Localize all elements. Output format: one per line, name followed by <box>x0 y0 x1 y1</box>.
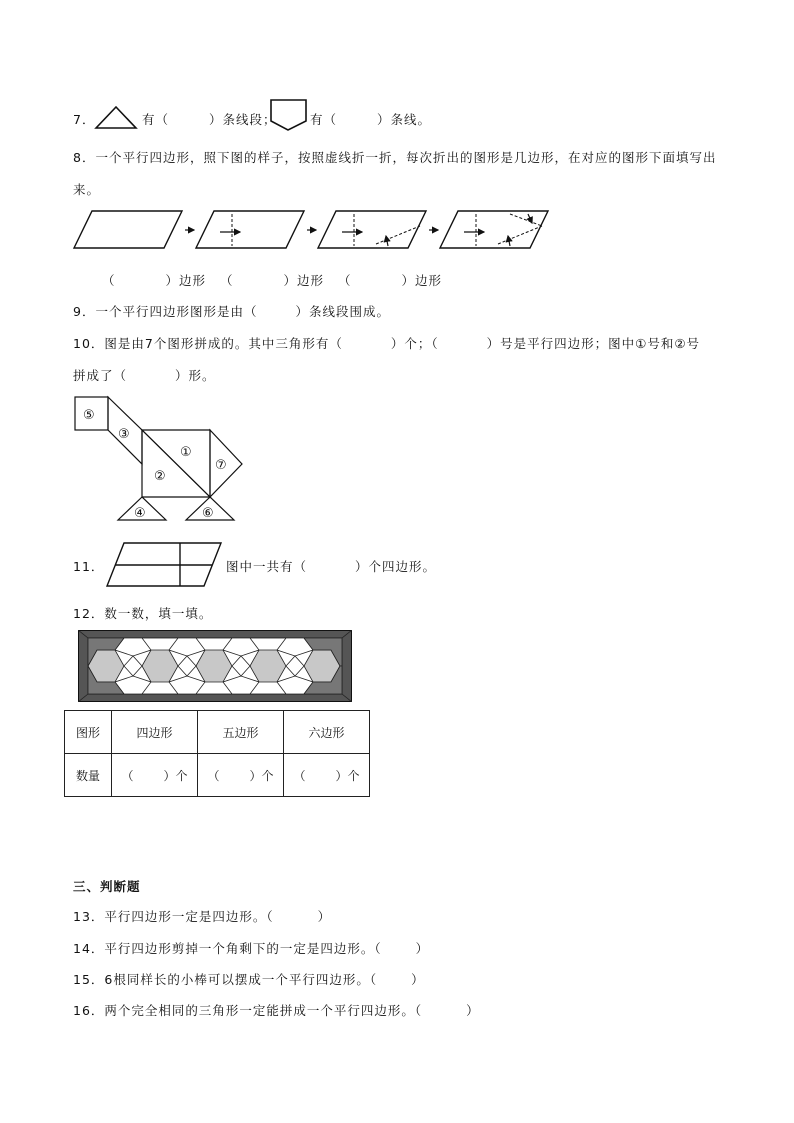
q7-triangle-figure <box>93 104 139 130</box>
label-2: ② <box>154 469 166 484</box>
q7-pent-text: 有（ <box>310 112 338 127</box>
q12-pattern-figure <box>78 630 352 702</box>
q8-answer-1[interactable]: （ ）边形 <box>102 273 207 288</box>
parallelogram-3 <box>318 211 426 248</box>
q9-line <box>73 302 390 320</box>
q13-line: 13．平行四边形一定是四边形。（ ） <box>73 909 332 924</box>
label-6: ⑥ <box>202 506 214 521</box>
q14-line: 14．平行四边形剪掉一个角剩下的一定是四边形。（ ） <box>73 941 430 956</box>
q7-triangle-question <box>142 110 277 128</box>
q10-text-d: 拼成了（ <box>73 368 128 383</box>
label-5: ⑤ <box>83 408 95 423</box>
q11-post: ）个四边形。 <box>355 559 437 574</box>
q9-post: ）条线段围成。 <box>295 304 390 319</box>
q11-pre: 图中一共有（ <box>226 559 308 574</box>
q8-answer-2[interactable]: （ ）边形 <box>220 273 325 288</box>
q10-line1 <box>73 334 700 352</box>
table-header-quad: 四边形 <box>112 711 198 754</box>
q7-tri-end: ）条线段； <box>209 112 277 127</box>
q7-tri-text: 有（ <box>142 112 170 127</box>
label-7: ⑦ <box>215 458 227 473</box>
table-row <box>65 711 370 754</box>
q11-line <box>226 557 436 575</box>
table-header-hex: 六边形 <box>284 711 370 754</box>
count-quad-cell[interactable]: （ ）个 <box>112 754 198 797</box>
q11-number: 11． <box>73 559 105 574</box>
q7-pent-end: ）条线。 <box>377 112 432 127</box>
q8-line2: 来。 <box>73 182 101 197</box>
q16-line: 16．两个完全相同的三角形一定能拼成一个平行四边形。（ ） <box>73 1003 480 1018</box>
table-header-shape: 图形 <box>65 711 112 754</box>
q10-text-a: 10．图是由7个图形拼成的。其中三角形有（ <box>73 336 343 351</box>
parallelogram-1 <box>74 211 182 248</box>
q10-text-e: ）形。 <box>175 368 216 383</box>
q12-count-table <box>64 710 370 797</box>
q7-pentagon-question <box>310 110 431 128</box>
q12-line: 12．数一数，填一填。 <box>73 606 213 621</box>
label-1: ① <box>180 445 192 460</box>
table-header-pent: 五边形 <box>198 711 284 754</box>
q7-number: 7． <box>73 112 96 127</box>
parallelogram-2 <box>196 211 304 248</box>
q10-tangram-figure <box>72 394 252 524</box>
label-3: ③ <box>118 427 130 442</box>
count-pent-cell[interactable]: （ ）个 <box>198 754 284 797</box>
label-4: ④ <box>134 506 146 521</box>
q8-answers <box>102 271 442 289</box>
q7-pentagon-figure <box>268 97 310 133</box>
q10-line2 <box>73 366 216 384</box>
q9-pre: 9．一个平行四边形图形是由（ <box>73 304 258 319</box>
table-row <box>65 754 370 797</box>
parallelogram-4 <box>440 211 548 248</box>
count-hex-cell[interactable]: （ ）个 <box>284 754 370 797</box>
q11-parallelogram-figure <box>104 540 224 590</box>
section-3-title: 三、判断题 <box>73 879 141 894</box>
q10-text-c: ）号是平行四边形；图中①号和②号 <box>486 336 701 351</box>
q8-folding-figures <box>70 206 560 254</box>
piece-2 <box>142 430 210 497</box>
q15-line: 15．6根同样长的小棒可以摆成一个平行四边形。（ ） <box>73 972 425 987</box>
q8-line1: 8．一个平行四边形，照下图的样子，按照虚线折一折，每次折出的图形是几边形，在对应的图形下面填写出 <box>73 150 717 165</box>
q8-answer-3[interactable]: （ ）边形 <box>338 273 443 288</box>
table-row-label: 数量 <box>65 754 112 797</box>
q10-text-b: ）个；（ <box>390 336 439 351</box>
